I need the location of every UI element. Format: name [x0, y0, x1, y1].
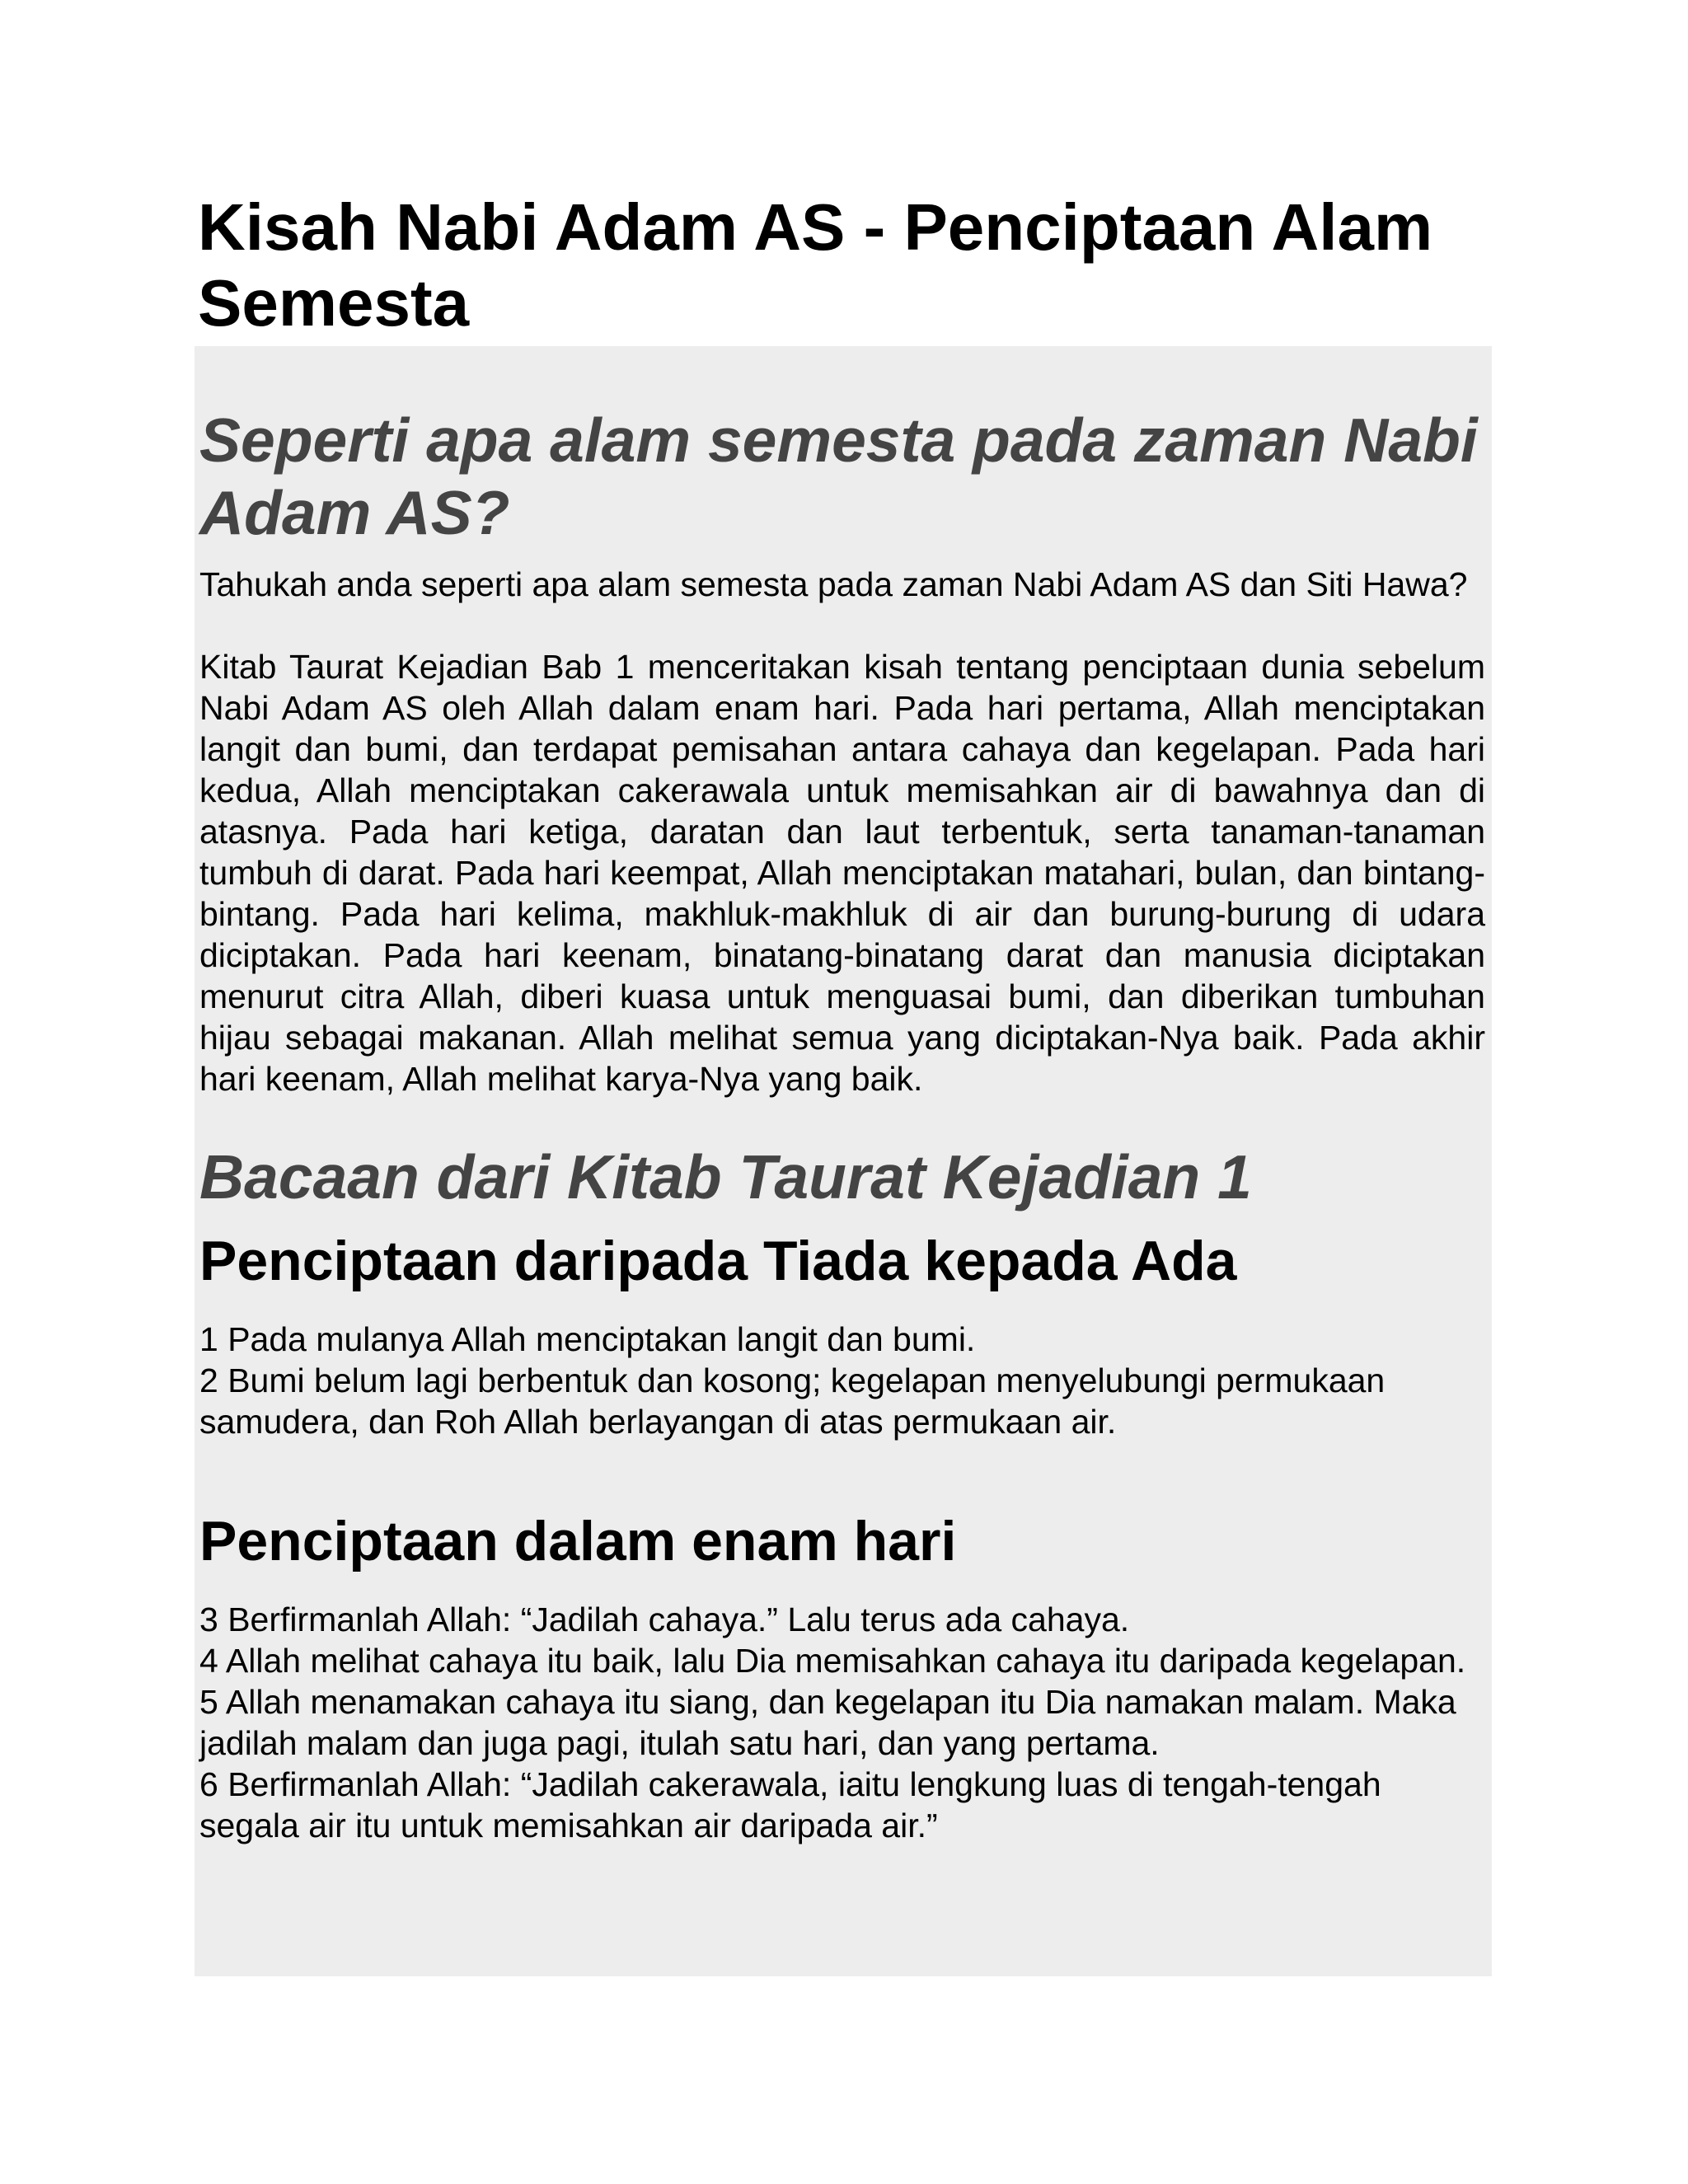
section-heading-alam-semesta: Seperti apa alam semesta pada zaman Nabi Adam AS?: [199, 405, 1478, 547]
verse-4: 4 Allah melihat cahaya itu baik, lalu Dia memisahkan cahaya itu daripada kegelapan.: [199, 1642, 1466, 1680]
verse-list: [199, 1319, 1485, 1442]
summary-paragraph: Kitab Taurat Kejadian Bab 1 menceritakan kisah tentang penciptaan dunia sebelum Nabi Adam AS oleh Allah dalam enam hari. Pada hari pertama, Allah menciptakan langit dan bumi, dan terdapat pemisahan antara cahaya dan kegelapan. Pada hari kedua, Allah menciptakan cakerawala untuk memisahkan air di bawahnya dan di atasnya. Pada hari ketiga, daratan dan laut terbentuk, serta tanaman-tanaman tumbuh di darat. Pada hari keempat, Allah menciptakan matahari, bulan, dan bintang-bintang. Pada hari kelima, makhluk-makhluk di air dan burung-burung di udara diciptakan. Pada hari keenam, binatang-binatang darat dan manusia diciptakan menurut citra Allah, diberi kuasa untuk menguasai bumi, dan diberikan tumbuhan hijau sebagai makanan. Allah melihat semua yang diciptakan-Nya baik. Pada akhir hari keenam, Allah melihat karya-Nya yang baik.: [199, 648, 1485, 1098]
section-heading-tiada-kepada-ada: Penciptaan daripada Tiada kepada Ada: [199, 1230, 1237, 1292]
intro-paragraph: Tahukah anda seperti apa alam semesta pada zaman Nabi Adam AS dan Siti Hawa?: [199, 565, 1468, 603]
content-body: [199, 346, 1485, 1846]
verse-3: 3 Berfirmanlah Allah: “Jadilah cahaya.” Lalu terus ada cahaya.: [199, 1601, 1130, 1638]
verse-6: 6 Berfirmanlah Allah: “Jadilah cakerawala, iaitu lengkung luas di tengah-tengah segala air itu untuk memisahkan air daripada air.”: [199, 1765, 1381, 1844]
section-heading-bacaan: Bacaan dari Kitab Taurat Kejadian 1: [199, 1142, 1252, 1212]
section-heading-enam-hari: Penciptaan dalam enam hari: [199, 1510, 957, 1572]
page-title: Kisah Nabi Adam AS - Penciptaan Alam Semesta: [198, 190, 1433, 340]
verse-1: 1 Pada mulanya Allah menciptakan langit dan bumi.: [199, 1320, 976, 1358]
verse-5: 5 Allah menamakan cahaya itu siang, dan kegelapan itu Dia namakan malam. Maka jadilah malam dan juga pagi, itulah satu hari, dan yang pertama.: [199, 1683, 1456, 1762]
verse-2: 2 Bumi belum lagi berbentuk dan kosong; kegelapan menyelubungi permukaan samudera, dan Roh Allah berlayangan di atas permukaan air.: [199, 1361, 1386, 1441]
highlighted-content-block: [195, 346, 1492, 1976]
verse-list: [199, 1599, 1485, 1846]
